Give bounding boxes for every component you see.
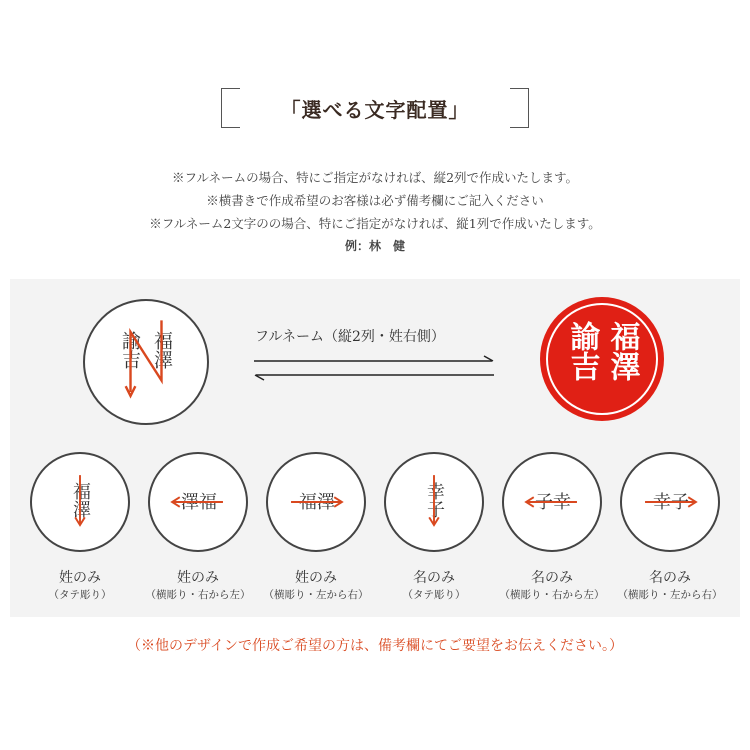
title-frame <box>221 88 529 128</box>
arrow-right-icon <box>268 454 364 550</box>
caption-main: 姓のみ <box>177 570 219 586</box>
caption-sub: （横彫り・右から左） <box>145 589 251 601</box>
caption-main: 名のみ <box>413 570 455 586</box>
stamp-surname: 福澤 <box>604 321 640 381</box>
sample-caption <box>20 569 140 603</box>
notes <box>0 166 750 258</box>
sample-caption <box>374 569 494 603</box>
note-line: ※フルネームの場合、特にご指定がなければ、縦2列で作成いたします。 <box>171 170 579 185</box>
sample-circle-surname-rtl <box>148 452 248 552</box>
caption-main: 名のみ <box>649 570 691 586</box>
stamp-ring <box>546 303 658 415</box>
caption-main: 姓のみ <box>295 570 337 586</box>
fullname-surname: 福澤 <box>151 331 173 369</box>
sample-text: 子幸 <box>535 492 571 513</box>
caption-sub: （タテ彫り） <box>402 589 466 601</box>
sample-text: 澤福 <box>181 492 217 513</box>
arrow-left-icon <box>504 454 600 550</box>
fullname-layout-circle <box>83 299 209 425</box>
caption-sub: （横彫り・左から右） <box>263 589 369 601</box>
caption-main: 名のみ <box>531 570 573 586</box>
sample-circle-given-rtl <box>502 452 602 552</box>
note-line: ※横書きで作成希望のお客様は必ず備考欄にご記入ください <box>206 193 544 208</box>
sample-circle-given-ltr <box>620 452 720 552</box>
page-title: 「選べる文字配置」 <box>280 98 470 122</box>
arrow-left-icon <box>150 454 246 550</box>
example-text: 例：林 健 <box>344 239 405 253</box>
sample-text: 福澤 <box>70 482 91 518</box>
sample-circle-surname-vertical <box>30 452 130 552</box>
arrow-right-icon <box>622 454 718 550</box>
stamp-given: 諭吉 <box>564 321 600 381</box>
arrow-down-icon <box>32 454 128 550</box>
arrow-down-icon <box>386 454 482 550</box>
footer-note: （※他のデザインで作成ご希望の方は、備考欄にてご要望をお伝えください。） <box>126 638 624 654</box>
note-line: ※フルネーム2文字のの場合、特にご指定がなければ、縦1列で作成いたします。 <box>149 216 601 231</box>
red-seal-stamp <box>540 297 664 421</box>
sample-caption <box>492 569 612 603</box>
sample-text: 幸子 <box>653 492 689 513</box>
sample-caption <box>256 569 376 603</box>
double-arrow-icon <box>252 352 496 382</box>
sample-circle-surname-ltr <box>266 452 366 552</box>
reading-order-arrow-n <box>85 301 207 423</box>
fullname-given: 諭吉 <box>119 331 141 369</box>
caption-sub: （タテ彫り） <box>48 589 112 601</box>
sample-circle-given-vertical <box>384 452 484 552</box>
caption-main: 姓のみ <box>59 570 101 586</box>
caption-sub: （横彫り・右から左） <box>499 589 605 601</box>
sample-caption <box>610 569 730 603</box>
sample-text: 幸子 <box>424 482 445 518</box>
fullname-label: フルネーム（縦2列・姓右側） <box>255 329 445 345</box>
sample-text: 福澤 <box>299 492 335 513</box>
caption-sub: （横彫り・左から右） <box>617 589 723 601</box>
sample-caption <box>138 569 258 603</box>
